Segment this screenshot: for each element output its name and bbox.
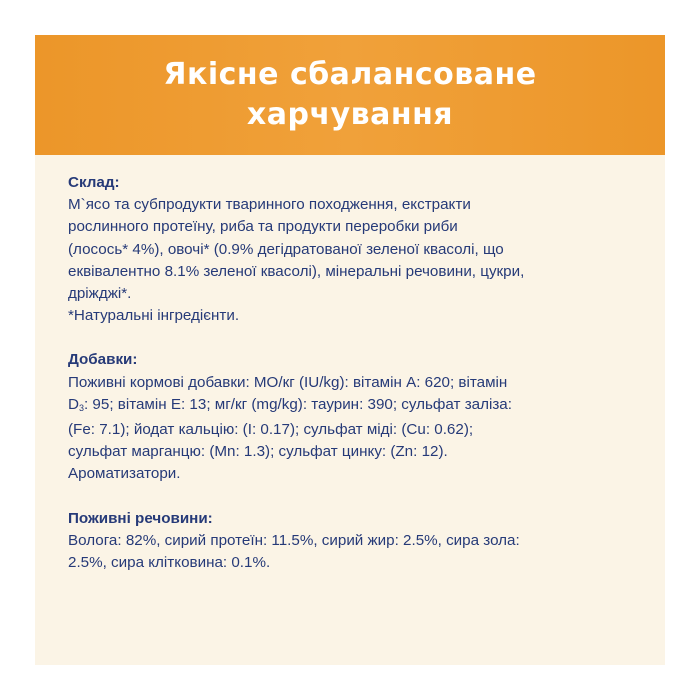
natural-ingredients-note: *Натуральні інгредієнти. <box>68 307 240 325</box>
vitamin-d-subscript: 3 <box>78 402 84 413</box>
composition-line: дріжджі*. <box>68 285 132 303</box>
flavourings-line: Ароматизатори. <box>68 465 181 483</box>
additives-line: Поживні кормові добавки: МО/кг (IU/kg): вітамін А: 620; вітамін <box>68 373 508 391</box>
nutrients-section <box>68 508 598 575</box>
ingredients-text-block <box>68 172 598 596</box>
composition-line: (лосось* 4%), овочі* (0.9% дегідратованої зеленої квасолі, що <box>68 240 504 258</box>
additives-line: (Fe: 7.1); йодат кальцію: (I: 0.17); сульфат міді: (Cu: 0.62); <box>68 421 474 439</box>
additives-line: сульфат марганцю: (Mn: 1.3); сульфат цинку: (Zn: 12). <box>68 443 448 461</box>
nutrients-line: 2.5%, сира клітковина: 0.1%. <box>68 554 271 572</box>
composition-section <box>68 172 598 327</box>
banner-title-line-2: харчування <box>246 97 454 132</box>
nutrients-heading: Поживні речовини: <box>68 509 213 527</box>
composition-line: рослинного протеїну, риба та продукти переробки риби <box>68 218 458 236</box>
nutrients-line: Волога: 82%, сирий протеїн: 11.5%, сирий жир: 2.5%, сира зола: <box>68 531 520 549</box>
banner-title-line-1: Якісне сбалансоване <box>163 57 537 92</box>
vitamin-d-line-rest: : 95; вітамін Е: 13; мг/кг (mg/kg): таурин: 390; сульфат заліза: <box>83 395 512 413</box>
banner-title <box>163 55 536 135</box>
vitamin-d-label: D <box>68 395 79 413</box>
composition-line: М`ясо та субпродукти тваринного походження, екстракти <box>68 196 471 214</box>
composition-line: еквівалентно 8.1% зеленої квасолі), мінеральні речовини, цукри, <box>68 262 525 280</box>
additives-heading: Добавки: <box>68 351 138 369</box>
title-banner <box>35 35 665 155</box>
additives-section <box>68 349 598 485</box>
additives-line-vitamin-d3 <box>68 394 598 419</box>
composition-heading: Склад: <box>68 174 120 191</box>
